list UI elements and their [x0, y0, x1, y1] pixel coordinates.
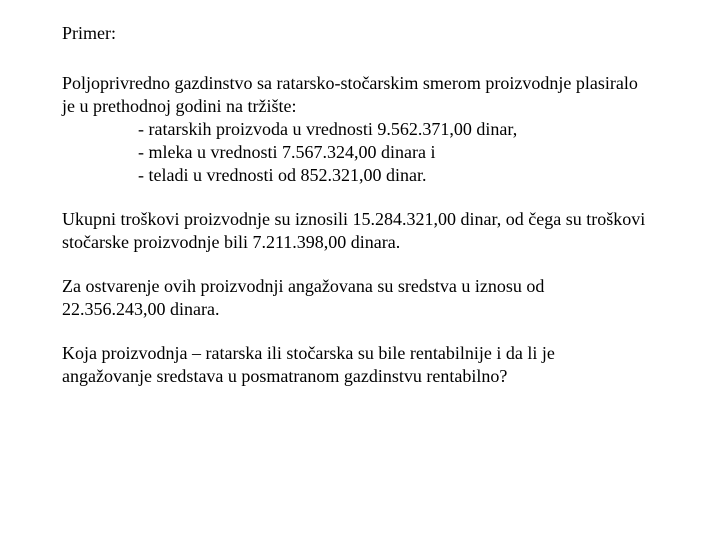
- question-paragraph: [62, 342, 712, 388]
- intro-item-milk: - mleka u vrednosti 7.567.324,00 dinara i: [138, 142, 436, 162]
- intro-item-crops: - ratarskih proizvoda u vrednosti 9.562.371,00 dinar,: [138, 119, 518, 139]
- costs-line-2: stočarske proizvodnje bili 7.211.398,00 dinara.: [62, 232, 401, 252]
- example-heading: Primer:: [62, 23, 116, 43]
- assets-paragraph: [62, 275, 712, 321]
- question-line-1: Koja proizvodnja – ratarska ili stočarska su bile rentabilnije i da li je: [62, 343, 555, 363]
- intro-item-calves: - teladi u vrednosti od 852.321,00 dinar.: [138, 165, 427, 185]
- costs-paragraph: [62, 208, 712, 254]
- costs-line-1: Ukupni troškovi proizvodnje su iznosili 15.284.321,00 dinar, od čega su troškovi: [62, 209, 646, 229]
- intro-line-1: Poljoprivredno gazdinstvo sa ratarsko-stočarskim smerom proizvodnje plasiralo: [62, 73, 638, 93]
- assets-line-1: Za ostvarenje ovih proizvodnji angažovana su sredstva u iznosu od: [62, 276, 545, 296]
- document-body: [62, 22, 712, 388]
- intro-line-2: je u prethodnoj godini na tržište:: [62, 96, 297, 116]
- assets-line-2: 22.356.243,00 dinara.: [62, 299, 220, 319]
- question-line-2: angažovanje sredstava u posmatranom gazdinstvu rentabilno?: [62, 366, 508, 386]
- intro-paragraph: [62, 72, 712, 187]
